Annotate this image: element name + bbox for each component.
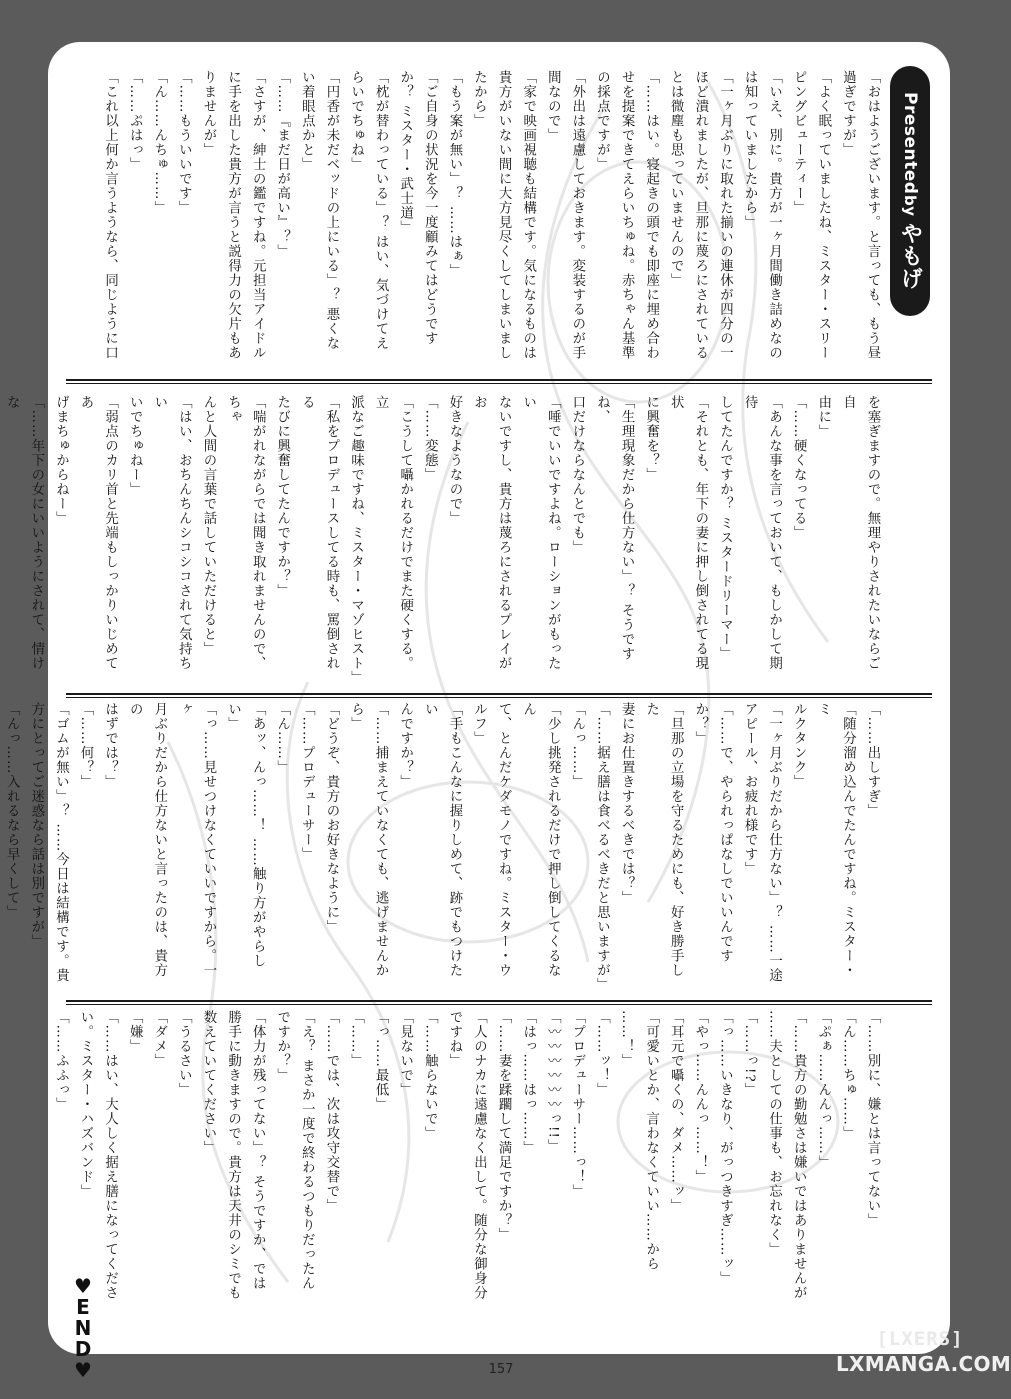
text-line: 「……別に、嫌とは言ってない」: [865, 1010, 880, 1228]
text-line: 「一ヶ月ぶりだから仕方ない」？ ……一途: [766, 702, 782, 983]
text-line: ないですし、貴方は蔑ろにされるプレイがお: [471, 395, 512, 671]
text-line: 「はい、おちんちんシコシコされて気持ちい: [151, 395, 192, 671]
text-line: 「……捕まえていなくても、逃げませんから」: [348, 702, 389, 978]
text-line: 「外出は遠慮しておきます。変装するのが手: [569, 70, 585, 360]
text-line: ……夫としての仕事も、お忘れなく」: [766, 1010, 782, 1257]
text-line: 「人のナカに遠慮なく出して。随分な御身分: [471, 1010, 487, 1300]
credit-by: by: [901, 194, 919, 217]
text-line: はずでは？」: [102, 702, 118, 789]
end-mark: ♥END♥: [71, 1274, 95, 1379]
text-line: 「……出しすぎ」: [865, 702, 880, 818]
text-line: 「旦那の立場を守るためにも、好き勝手した: [643, 702, 684, 978]
text-section-2: [4, 395, 884, 685]
text-line: 「〰〰〰〰〰〰っ!!」: [545, 1010, 561, 1154]
text-line: 「唾でいいですよね。ローションがもったい: [520, 395, 561, 671]
text-line: 「……何？」: [78, 702, 93, 789]
text-line: 「それとも、年下の妻に押し倒されてる現状: [668, 395, 708, 671]
text-line: 「……据え膳は食べるべきだと思いますが」: [594, 702, 610, 992]
text-line: 「こうして囁かれるだけでまた硬くする。立: [373, 395, 413, 671]
text-line: 由に」: [815, 395, 831, 439]
text-line: 「家で映画視聴も結構です。気になるものは: [520, 70, 536, 360]
text-line: 「はっ……はっ……」: [520, 1010, 536, 1155]
text-line: いでちゅねー」: [127, 395, 143, 497]
text-line: たから」: [471, 70, 487, 128]
text-line: 「……はい、大人しく据え膳になってくださ: [102, 1010, 118, 1300]
text-line: んと人間の言葉で話していただけると」: [200, 395, 216, 656]
text-line: 「随分溜め込んでたんですね。ミスター・ミ: [815, 702, 856, 978]
text-line: か？ ミスター・武士道」: [397, 70, 413, 235]
watermark-site: LXMANGA.COM: [836, 1352, 1011, 1376]
text-line: アピール、お疲れ様です」: [742, 702, 758, 876]
text-line: 「ゴムが無い」？ ……今日は結構です。貴: [53, 702, 69, 983]
text-line: 「……妻を蹂躙して満足ですか？」: [496, 1010, 512, 1242]
text-line: せを提案できてえらいちゅね。赤ちゃん基準: [619, 70, 635, 360]
text-line: の採点ですが」: [594, 70, 610, 172]
text-line: 過ぎですが」: [840, 70, 856, 157]
text-line: 「ん……んちゅ……」: [151, 70, 167, 215]
text-line: 「円香が未だベッドの上にいる」？ 悪くな: [323, 70, 339, 351]
text-line: は知っていましたから」: [742, 70, 758, 230]
text-line: 「あッ、んっ……！ ……触り方がやらしい」: [225, 702, 266, 969]
text-line: 貴方がいない間に大方見尽くしてしまいまし: [496, 70, 512, 360]
text-line: 「さすが、紳士の鑑ですね。元担当アイドル: [250, 70, 266, 360]
text-line: 「え？ まさか一度で終わるつもりだったん: [299, 1010, 315, 1291]
text-line: 「っ……見せつけなくていいですから。一ヶ: [176, 702, 216, 978]
text-line: 「プロデューサー……っ！」: [569, 1010, 585, 1199]
text-line: たびに興奮してたんですか？」: [274, 395, 290, 598]
text-line: 「んっ……」: [569, 702, 585, 789]
text-line: を塞ぎますので。無理やりされたいならご自: [840, 395, 880, 671]
text-line: 「……触らないで」: [422, 1010, 438, 1141]
text-line: 派なご趣味ですね、ミスター・マゾヒスト」: [348, 395, 364, 685]
text-line: 「弱点のカリ首と先端もしっかりいじめてあ: [78, 395, 118, 671]
text-line: 「……で、やられっぱなしでいいんですか？」: [692, 702, 733, 963]
text-line: 「……ッ！」: [594, 1010, 610, 1097]
text-line: んですか？」: [397, 702, 413, 789]
text-line: 「……年下の女にいいようにされて、情けな: [4, 395, 44, 671]
text-section-3: [4, 702, 884, 992]
text-line: 「ダメ」: [151, 1010, 167, 1068]
text-line: ルクタンク」: [791, 702, 807, 789]
text-line: 「手もこんなに握りしめて、跡でもつけたい: [422, 702, 462, 978]
text-line: 妻にお仕置きするべきでは？」: [619, 702, 635, 905]
text-line: 「っ……最低」: [373, 1010, 389, 1112]
text-line: 好きなようなので」: [446, 395, 462, 526]
text-line: い着眼点かと」: [299, 70, 315, 172]
text-line: 「枕が替わっている」？ はい、気づけてえ: [373, 70, 389, 351]
section-divider: [66, 379, 932, 381]
text-line: 「……変態」: [422, 395, 438, 482]
watermark-box: [LXERS]: [876, 1328, 964, 1350]
text-line: 「いえ、別に。貴方が一ヶ月間働き詰めなの: [766, 70, 782, 360]
text-line: 方にとってご迷惑なら話は別ですが」: [28, 702, 44, 949]
text-line: 「……硬くなってる」: [791, 395, 807, 540]
text-line: 「あんな事を言っておいて、もしかして期待: [742, 395, 782, 671]
text-line: 「っ……いきなり、がっつきすぎ……ッ」: [717, 1010, 733, 1286]
text-line: て、とんだケダモノですね。ミスター・ウルフ」: [471, 702, 512, 978]
text-line: 「……はい。寝起きの頭でも即座に埋め合わ: [643, 70, 659, 360]
text-line: 「よく眠っていましたね、ミスター・スリー: [815, 70, 831, 360]
page-number: 157: [488, 1362, 514, 1377]
text-line: 「耳元で囁くの、ダメ……ッ」: [668, 1010, 684, 1213]
text-line: 「見ないで」: [397, 1010, 413, 1097]
text-line: 「……ぷはっ」: [127, 70, 143, 172]
text-line: げまちゅからねー」: [53, 395, 69, 526]
text-line: 「ん……ちゅ……」: [840, 1010, 856, 1141]
text-line: 「おはようございます。と言っても、もう昼: [865, 70, 880, 360]
text-line: 間なので」: [545, 70, 561, 143]
text-line: ほど潰れましたが、旦那に蔑ろにされている: [692, 70, 708, 360]
text-line: 「ご自身の状況を今一度顧みてはどうです: [422, 70, 438, 346]
text-line: ……！」: [619, 1010, 635, 1068]
text-line: りませんが」: [200, 70, 216, 157]
text-line: 「もう案が無い」？ ……はぁ」: [446, 70, 462, 279]
text-line: 「……貴方の勤勉さは嫌いではありませんが: [791, 1010, 807, 1300]
text-line: ですね」: [446, 1010, 462, 1068]
text-line: 「少し挑発されるだけで押し倒してくるなん: [520, 702, 561, 978]
text-line: とは微塵も思っていませんので」: [668, 70, 684, 288]
text-line: 「嫌」: [127, 1010, 143, 1054]
text-line: 「生理現象だから仕方ない」？ そうですね、: [594, 395, 635, 662]
text-line: 「喘がれながらでは聞き取れませんので、ちゃ: [225, 395, 266, 671]
text-line: らいでちゅね」: [348, 70, 364, 172]
text-line: 「体力が残ってない」？ そうですか、では: [250, 1010, 266, 1291]
text-line: 月ぶりだから仕方ないと言ったのは、貴方の: [127, 702, 167, 978]
text-line: 「ん……」: [274, 702, 290, 775]
text-line: 「……では、次は攻守交替で」: [323, 1010, 339, 1213]
text-line: に手を出した貴方が言うと説得力の欠片もあ: [225, 70, 241, 360]
text-line: 「一ヶ月ぶりに取れた揃いの連休が四分の一: [717, 70, 733, 360]
text-line: 「……プロデューサー」: [299, 702, 315, 862]
text-line: い。ミスター・ハズバンド」: [78, 1010, 93, 1199]
section-divider: [66, 693, 932, 695]
text-line: に興奮を？」: [643, 395, 659, 482]
text-line: 「どうぞ、貴方のお好きなように」: [323, 702, 339, 934]
text-line: 勝手に動きますので。貴方は天井のシミでも: [225, 1010, 241, 1300]
text-line: ピングビューティー」: [791, 70, 807, 215]
text-line: 数えていてください」: [200, 1010, 216, 1155]
text-line: 「私をプロデュースしてる時も、罵倒される: [299, 395, 339, 671]
section-divider: [66, 1000, 932, 1002]
text-line: 「……『まだ日が高い』？」: [274, 70, 290, 259]
text-line: 「これ以上何か言うようなら、同じように口: [102, 70, 118, 360]
text-line: してたんですか？ ミスタードリーマー」: [717, 395, 733, 662]
text-line: 「……もういいです」: [176, 70, 192, 215]
text-section-1: [68, 70, 884, 370]
credit-presented: Presented: [900, 92, 920, 195]
text-line: 「可愛いとか、言わなくていい……から: [643, 1010, 659, 1271]
credit-author: やもげ: [897, 222, 923, 290]
text-line: 「……」: [348, 1010, 364, 1068]
text-line: 「……ふふっ」: [53, 1010, 69, 1112]
text-line: ですか？」: [274, 1010, 290, 1083]
text-line: 「やっ……んんっ……！」: [692, 1010, 708, 1184]
text-section-4: [53, 1010, 884, 1308]
text-line: 「……っ!?」: [742, 1010, 758, 1098]
text-line: 「ぷぁ……んんっ……」: [815, 1010, 831, 1170]
text-line: 「うるさい」: [176, 1010, 192, 1097]
text-line: 「んっ……入れるなら早くして」: [4, 702, 20, 920]
text-line: 口だけならなんとでも」: [569, 395, 585, 555]
